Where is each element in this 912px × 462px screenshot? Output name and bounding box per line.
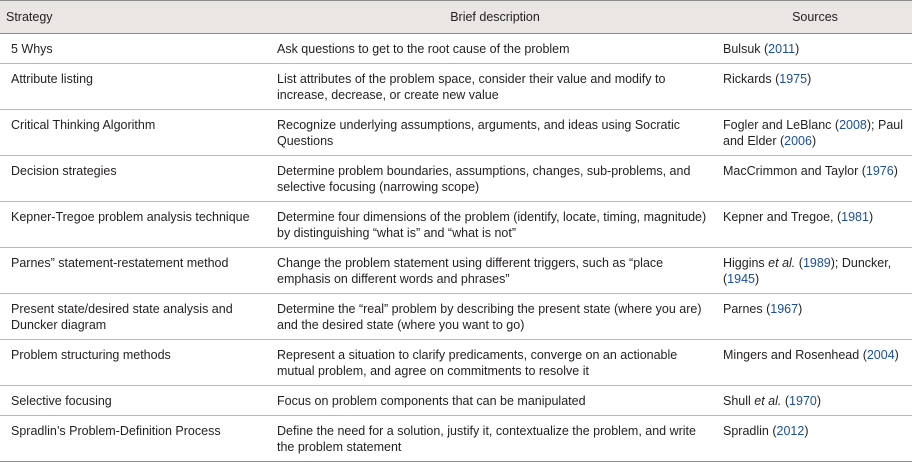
strategy-cell: Critical Thinking Algorithm [0, 110, 272, 156]
source-close-paren: ) [816, 394, 822, 408]
source-close-paren: ) [807, 72, 812, 86]
source-year-link[interactable]: 2012 [776, 424, 805, 438]
table-row [0, 340, 912, 386]
strategy-cell: Attribute listing [0, 64, 272, 110]
source-open-paren: ( [766, 302, 771, 316]
source-open-paren: ( [723, 272, 728, 286]
source-close-paren: ) [830, 256, 835, 270]
header-strategy: Strategy [0, 1, 272, 34]
strategy-cell: Selective focusing [0, 386, 272, 416]
source-open-paren: ( [764, 42, 769, 56]
description-cell: Determine four dimensions of the problem (identify, locate, timing, magnitude) by distinguishing “what is” and “what is not” [272, 202, 718, 248]
source-author: MacCrimmon and Taylor [723, 164, 862, 178]
table-row [0, 64, 912, 110]
sources-cell [718, 34, 912, 64]
source-author: Fogler and LeBlanc [723, 118, 835, 132]
source-year-link[interactable]: 1967 [770, 302, 799, 316]
sources-cell [718, 156, 912, 202]
source-et-al: et al. [754, 394, 782, 408]
source-close-paren: ) [804, 424, 809, 438]
strategy-cell: Kepner-Tregoe problem analysis technique [0, 202, 272, 248]
source-close-paren: ) [868, 210, 874, 224]
source-year-link[interactable]: 1976 [865, 164, 894, 178]
description-cell: Determine problem boundaries, assumptions, changes, sub-problems, and selective focusing (narrowing scope) [272, 156, 718, 202]
source-author: Higgins [723, 256, 769, 270]
source-author: Rickards [723, 72, 776, 86]
description-cell: List attributes of the problem space, consider their value and modify to increase, decrease, or create new value [272, 64, 718, 110]
source-open-paren: ( [779, 134, 785, 148]
source-author: Kepner and Tregoe, [723, 210, 837, 224]
source-year-link[interactable]: 2006 [784, 134, 812, 148]
source-close-paren: ) [893, 164, 898, 178]
source-open-paren: ( [862, 348, 867, 362]
source-close-paren: ) [754, 272, 760, 286]
sources-cell [718, 202, 912, 248]
table-row [0, 416, 912, 462]
source-close-paren: ) [798, 302, 803, 316]
header-row [0, 1, 912, 34]
header-sources: Sources [718, 1, 912, 34]
table-row [0, 386, 912, 416]
description-cell: Determine the “real” problem by describing the present state (where you are) and the desired state (where you want to go) [272, 294, 718, 340]
source-year-link[interactable]: 1975 [779, 72, 808, 86]
sources-cell [718, 416, 912, 462]
strategy-cell: Present state/desired state analysis and Duncker diagram [0, 294, 272, 340]
strategy-cell: Spradlin’s Problem-Definition Process [0, 416, 272, 462]
source-close-paren: ) [795, 42, 800, 56]
sources-cell [718, 248, 912, 294]
description-cell: Focus on problem components that can be manipulated [272, 386, 718, 416]
table-row [0, 34, 912, 64]
table-row [0, 202, 912, 248]
source-year-link[interactable]: 1989 [802, 256, 831, 270]
source-author: Duncker, [841, 256, 892, 270]
source-year-link[interactable]: 2008 [839, 118, 867, 132]
table-row [0, 248, 912, 294]
source-close-paren: ) [811, 134, 817, 148]
description-cell: Ask questions to get to the root cause of the problem [272, 34, 718, 64]
source-separator: ; [871, 118, 878, 132]
source-close-paren: ) [894, 348, 899, 362]
source-author: Spradlin [723, 424, 773, 438]
description-cell: Change the problem statement using different triggers, such as “place emphasis on different words and phrases” [272, 248, 718, 294]
description-cell: Define the need for a solution, justify it, contextualize the problem, and write the problem statement [272, 416, 718, 462]
table-row [0, 294, 912, 340]
strategy-cell: Parnes” statement-restatement method [0, 248, 272, 294]
source-open-paren: ( [798, 256, 803, 270]
source-open-paren: ( [834, 118, 840, 132]
source-author: Shull [723, 394, 755, 408]
source-year-link[interactable]: 2011 [768, 42, 796, 56]
source-author: Bulsuk [723, 42, 764, 56]
source-open-paren: ( [836, 210, 842, 224]
source-author: Paul and Elder [723, 118, 904, 148]
sources-cell [718, 386, 912, 416]
description-cell: Represent a situation to clarify predicaments, converge on an actionable mutual problem, and agree on commitments to resolve it [272, 340, 718, 386]
source-year-link[interactable]: 1981 [841, 210, 869, 224]
source-year-link[interactable]: 1970 [789, 394, 817, 408]
source-close-paren: ) [866, 118, 872, 132]
strategy-cell: 5 Whys [0, 34, 272, 64]
header-description: Brief description [272, 1, 718, 34]
source-author: Parnes [723, 302, 767, 316]
sources-cell [718, 64, 912, 110]
source-author: Mingers and Rosenhead [723, 348, 863, 362]
sources-cell [718, 340, 912, 386]
table-row [0, 156, 912, 202]
source-separator: ; [834, 256, 842, 270]
table-row [0, 110, 912, 156]
sources-cell [718, 294, 912, 340]
description-cell: Recognize underlying assumptions, arguments, and ideas using Socratic Questions [272, 110, 718, 156]
source-open-paren: ( [784, 394, 790, 408]
strategy-cell: Problem structuring methods [0, 340, 272, 386]
source-open-paren: ( [772, 424, 777, 438]
source-year-link[interactable]: 1945 [727, 272, 755, 286]
source-open-paren: ( [861, 164, 866, 178]
sources-cell [718, 110, 912, 156]
source-open-paren: ( [775, 72, 780, 86]
strategy-cell: Decision strategies [0, 156, 272, 202]
table-body [0, 34, 912, 462]
source-et-al: et al. [768, 256, 796, 270]
source-year-link[interactable]: 2004 [866, 348, 895, 362]
